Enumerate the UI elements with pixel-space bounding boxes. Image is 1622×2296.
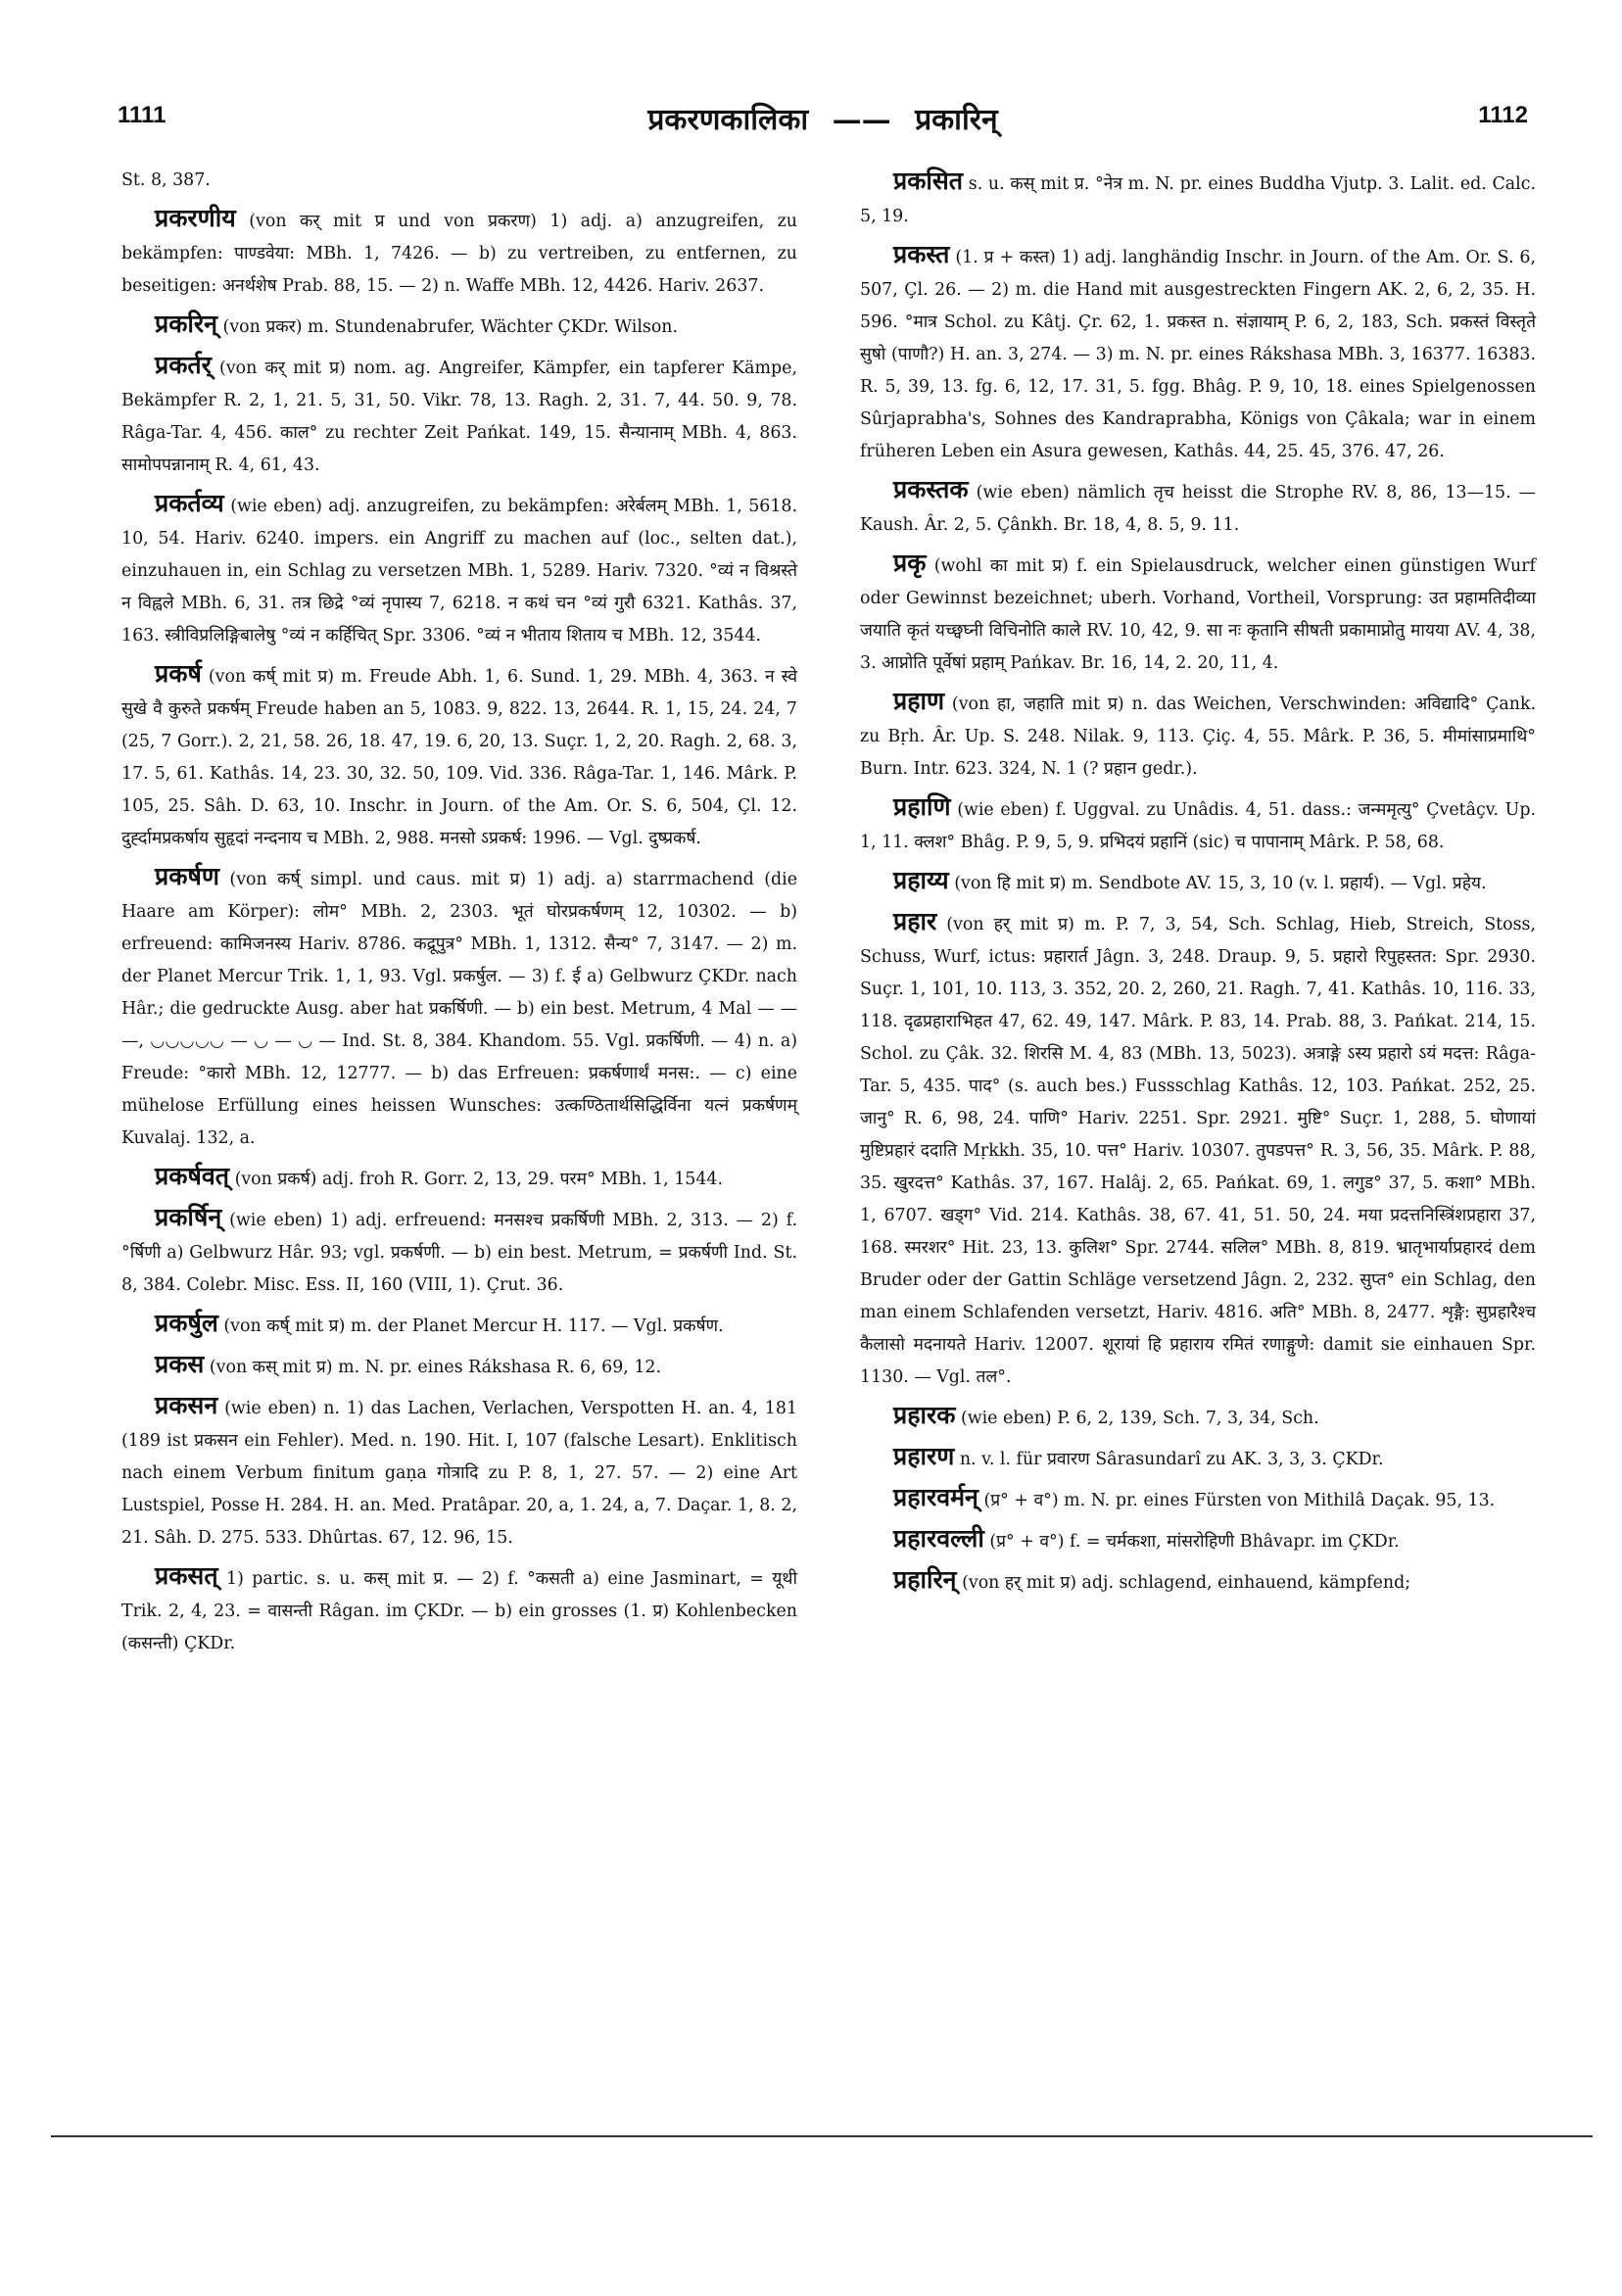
entry-text: (wie eben) 1) adj. erfreuend: मनसश्च प्रकर्षिणी MBh. 2, 313. — 2) f. °र्षिणी a) Gelbwurz Hâr. 93; vgl. प्रकर्षणी. — b) ein best. Metrum, = प्रकर्षणी Ind. St. 8, 384. Colebr. Misc. Ess. II, 160 (VIII, 1). Çrut. 36. (121, 1211, 797, 1295)
page-number-left: 1111 (118, 102, 167, 128)
entry-text: (wie eben) f. Uggval. zu Unâdis. 4, 51. dass.: जन्ममृत्यु° Çvetâçv. Up. 1, 11. क्लश° Bhâg. P. 9, 5, 9. प्रभिदयं प्रहानिं (sic) च पापानाम् Mârk. P. 58, 68. (860, 800, 1537, 852)
entry-headword: प्रकसन (155, 1391, 218, 1419)
entry-text: (von कर् mit प्र und von प्रकरण) 1) adj. a) anzugreifen, zu bekämpfen: पाण्डवेया: MBh. 1, 7426. — b) zu vertreiben, zu entfernen, zu beseitigen: अनर्थशेष Prab. 88, 15. — 2) n. Waffe MBh. 12, 4426. Hariv. 2637. (121, 212, 798, 296)
entry-headword: प्रहारवर्मन् (893, 1483, 978, 1511)
header-dash: —— (832, 103, 891, 137)
dictionary-entry (121, 308, 797, 344)
dictionary-entry (860, 905, 1536, 1394)
dictionary-entry (860, 685, 1536, 786)
dictionary-entry (121, 1389, 797, 1555)
dictionary-entry (860, 790, 1536, 859)
entry-headword: प्रकर्तर् (155, 351, 212, 379)
footer-rule (51, 2135, 1593, 2137)
entry-headword: प्रकस्त (893, 240, 950, 268)
dictionary-entry (860, 1481, 1536, 1517)
entry-headword: प्रहारिन् (893, 1565, 957, 1594)
running-head-words (118, 98, 1528, 138)
dictionary-entry (860, 1563, 1536, 1600)
dictionary-entry (121, 657, 797, 855)
entry-headword: प्रकरणीय (155, 204, 236, 232)
entry-headword: प्रहारण (893, 1442, 955, 1470)
entry-headword: प्रकस्तक (893, 475, 969, 503)
entry-text: (1. प्र + कस्त) 1) adj. langhändig Inschr. in Journ. of the Am. Or. S. 6, 507, Çl. 26. — 2) m. die Hand mit ausgestreckten Fingern AK. 2, 6, 2, 35. H. 596. °मात्र Schol. zu Kâtj. Çr. 62, 1. प्रकस्त n. संज्ञायाम् P. 6, 2, 183, Sch. प्रकस्तं विस्तृते सुषो (पाणौ?) H. an. 3, 274. — 3) m. N. pr. eines Rákshasa MBh. 3, 16377. 16383. R. 5, 39, 13. fg. 6, 12, 17. 31, 5. fgg. Bhâg. P. 9, 10, 18. eines Spielgenossen Sûrjaprabha's, Sohnes des Kandraprabha, Königs von Çâkala; war in einem früheren Leben ein Asura gewesen, Kathâs. 44, 25. 45, 376. 47, 26. (860, 248, 1536, 461)
dictionary-entry (860, 165, 1536, 233)
entry-headword: प्रहाणि (893, 792, 951, 821)
entry-text: 1) partic. s. u. कस् mit प्र. — 2) f. °कसती a) eine Jasminart, = यूथी Trik. 2, 4, 23. = वासन्ती Râgan. im ÇKDr. — b) ein grosses (1. प्र) Kohlenbecken (कसन्ती) ÇKDr. (121, 1569, 797, 1653)
right-column (860, 165, 1536, 1604)
dictionary-entry (121, 165, 797, 197)
entry-headword: प्रकसत् (155, 1561, 218, 1590)
entry-text: (wie eben) adj. anzugreifen, zu bekämpfen: अरेर्बलम् MBh. 1, 5618. 10, 54. Hariv. 6240. impers. ein Angriff zu machen auf (loc., selten dat.), einzuhauen in, ein Schlag zu versetzen MBh. 1, 5289. Hariv. 7320. °व्यं न विश्रस्ते न विह्वले MBh. 6, 31. तत्र छिद्रे °व्यं नृपास्य 7, 6218. न कथं चन °व्यं गुरौ 6321. Kathâs. 37, 163. स्त्रीविप्रलिङ्गिबालेषु °व्यं न कर्हिचित् Spr. 3306. °व्यं न भीताय शिताय च MBh. 12, 3544. (121, 497, 797, 646)
entry-headword: प्रकर्षुल (155, 1309, 218, 1337)
entry-headword: प्रकरिन् (155, 310, 218, 338)
entry-text: n. v. l. für प्रवारण Sârasundarî zu AK. 3, 3, 3. ÇKDr. (959, 1450, 1384, 1469)
dictionary-entry (121, 1307, 797, 1343)
entry-text: (प्र° + व°) f. = चर्मकशा, मांसरोहिणी Bhâvapr. im ÇKDr. (989, 1532, 1400, 1552)
dictionary-entry (121, 1348, 797, 1384)
entry-headword: प्रहारक (893, 1401, 956, 1429)
entry-text: (von प्रकर) m. Stundenabrufer, Wächter ÇKDr. Wilson. (222, 317, 679, 337)
entry-headword: प्रहार (893, 907, 937, 935)
entry-headword: प्रकृ (893, 549, 927, 577)
dictionary-entry (860, 473, 1536, 542)
dictionary-entry (860, 1399, 1536, 1435)
left-column (121, 165, 797, 1665)
dictionary-entry (121, 1559, 797, 1660)
dictionary-entry (860, 864, 1536, 900)
running-header (118, 98, 1528, 137)
entry-text: (von कर् mit प्र) nom. ag. Angreifer, Kämpfer, ein tapferer Kämpe, Bekämpfer R. 2, 1, 21. 5, 31, 50. Vikr. 78, 13. Ragh. 2, 31. 7, 44. 50. 9, 78. Râga-Tar. 4, 456. काल° zu rechter Zeit Pańkat. 149, 15. सैन्यानाम् MBh. 4, 863. सामोपपन्नानाम् R. 4, 61, 43. (121, 359, 797, 475)
entry-text: (von कर्ष् mit प्र) m. Freude Abh. 1, 6. Sund. 1, 29. MBh. 4, 363. न स्वे सुखे वै कुरुते प्रकर्षम् Freude haben an 5, 1083. 9, 822. 13, 2644. R. 1, 15, 24. 24, 7 (25, 7 Gorr.). 2, 21, 58. 26, 18. 47, 19. 6, 20, 13. Suçr. 1, 2, 20. Ragh. 2, 68. 3, 17. 5, 61. Kathâs. 14, 23. 30, 32. 50, 109. Vid. 336. Râga-Tar. 1, 146. Mârk. P. 105, 25. Sâh. D. 63, 10. Inschr. in Journ. of the Am. Or. S. 6, 504, Çl. 12. दुर्ह्दामप्रकर्षाय सुहृदां नन्दनाय च MBh. 2, 988. मनसो ऽप्रकर्ष: 1996. — Vgl. दुष्प्रकर्ष. (121, 667, 797, 848)
dictionary-entry (121, 1201, 797, 1302)
entry-text: (von कर्ष् simpl. und caus. mit प्र) 1) adj. a) starrmachend (die Haare am Körper): लोम° MBh. 2, 2303. भूतं घोरप्रकर्षणम् 12, 10302. — b) erfreuend: कामिजनस्य Hariv. 8786. कद्रूपुत्र° MBh. 1, 1312. सैन्य° 7, 3147. — 2) m. der Planet Mercur Trik. 1, 1, 93. Vgl. प्रकर्षुल. — 3) f. ई a) Gelbwurz ÇKDr. nach Hâr.; die gedruckte Ausg. aber hat प्रकर्षिणी. — b) ein best. Metrum, 4 Mal — — —, ◡◡◡◡◡ — ◡ — ◡ — Ind. St. 8, 384. Khandom. 55. Vgl. प्रकर्षिणी. — 4) n. a) Freude: °कारो MBh. 12, 12777. — b) das Erfreuen: प्रकर्षणार्थं मनस:. — c) eine mühelose Erfüllung eines heissen Wunsches: उत्कण्ठितार्थसिद्धिर्विना यत्नं प्रकर्षणम् Kuvalaj. 132, a. (121, 870, 797, 1148)
dictionary-entry (860, 1440, 1536, 1476)
dictionary-entry (121, 487, 797, 652)
entry-headword: प्रहाय्य (893, 866, 949, 894)
last-headword: प्रकारिन् (915, 103, 998, 137)
entry-text: (wie eben) n. 1) das Lachen, Verlachen, Verspotten H. an. 4, 181 (189 ist प्रकसन ein Fehler). Med. n. 190. Hit. I, 107 (falsche Lesart). Enklitisch nach einem Verbum finitum gaṇa गोत्रादि zu P. 8, 1, 27. 57. — 2) eine Art Lustspiel, Posse H. 284. H. an. Med. Pratâpar. 20, a, 1. 24, a, 7. Daçar. 1, 8. 2, 21. Sâh. D. 275. 533. Dhûrtas. 67, 12. 96, 15. (121, 1399, 798, 1548)
entry-headword: प्रहारवल्ली (893, 1524, 984, 1553)
entry-headword: प्रहाण (893, 687, 945, 715)
dictionary-entry (121, 1160, 797, 1196)
entry-text: (wie eben) nämlich तृच heisst die Strophe RV. 8, 86, 13—15. — Kaush. Âr. 2, 5. Çânkh. Br. 18, 4, 8. 5, 9. 11. (860, 483, 1536, 535)
first-headword: प्रकरणकालिका (647, 103, 809, 137)
dictionary-entry (860, 1522, 1536, 1558)
entry-text: (von कस् mit प्र) m. N. pr. eines Rákshasa R. 6, 69, 12. (209, 1358, 662, 1377)
entry-headword: प्रकर्तव्य (155, 489, 224, 517)
entry-text: (von हर् mit प्र) m. P. 7, 3, 54, Sch. Schlag, Hieb, Streich, Stoss, Schuss, Wurf, ictus: प्रहारार्त Jâgn. 3, 248. Draup. 9, 5. प्रहारो रिपुहस्तत: Spr. 2930. Suçr. 1, 101, 10. 113, 3. 352, 20. 2, 260, 21. Ragh. 7, 41. Kathâs. 10, 116. 33, 118. दृढप्रहाराभिहत 47, 62. 49, 147. Mârk. P. 83, 14. Prab. 88, 3. Pańkat. 214, 15. Schol. zu Çâk. 32. शिरसि M. 4, 83 (MBh. 13, 5023). अत्राङ्गे ऽस्य प्रहारो ऽयं मदत्त: Râga-Tar. 5, 435. पाद° (s. auch bes.) Fussschlag Kathâs. 12, 103. Pańkat. 252, 25. जानु° R. 6, 98, 24. पाणि° Hariv. 2251. Spr. 2921. मुष्टि° Suçr. 1, 288, 5. घोणायां मुष्टिप्रहारं ददाति Mṛkkh. 35, 10. पत्त° Hariv. 10307. तुपडपत्त° R. 3, 56, 35. Mârk. P. 88, 35. खुरदत्त° Kathâs. 37, 167. Halâj. 2, 65. Pańkat. 69, 1. लगुड° 37, 5. कशा° MBh. 1, 6707. खड्ग° Vid. 214. Kathâs. 38, 67. 41, 51. 50, 24. मया प्रदत्तनिस्त्रिंशप्रहारा 37, 168. स्मरशर° Hit. 23, 13. कुलिश° Spr. 2744. सलिल° MBh. 8, 819. भ्रातृभार्याप्रहारदं dem Bruder oder der Gattin Schläge versetzend Jâgn. 2, 232. सुप्त° ein Schlag, den man einem Schlafenden versetzt, Hariv. 4816. अति° MBh. 8, 2477. शृङ्गै: सुप्रहारैश्च कैलासो मदनायते Hariv. 12007. शूरायां हि प्रहाराय रमितं रणाङ्गुणे: damit sie einhauen Spr. 1130. — Vgl. तल°. (860, 915, 1536, 1387)
entry-text: (wohl का mit प्र) f. ein Spielausdruck, welcher einen günstigen Wurf oder Gewinnst bezeichnet; uberh. Vorhand, Vortheil, Vorsprung: उत प्रहामतिदीव्या जयाति कृतं यच्छ्वघ्नी विचिनोति काले RV. 10, 42, 9. सा नः कृतानि सीषती प्रकामाप्नोतु मायया AV. 4, 38, 3. आप्नोति पूर्वेषां प्रहाम् Pańkav. Br. 16, 14, 2. 20, 11, 4. (860, 556, 1536, 673)
entry-headword: प्रकर्षण (155, 862, 219, 890)
dictionary-entry (121, 860, 797, 1155)
entry-text: (प्र° + व°) m. N. pr. eines Fürsten von Mithilâ Daçak. 95, 13. (983, 1491, 1496, 1510)
entry-text: (von प्रकर्ष) adj. froh R. Gorr. 2, 13, 29. परम° MBh. 1, 1544. (234, 1170, 724, 1189)
dictionary-entry (121, 349, 797, 482)
entry-text: St. 8, 387. (121, 170, 211, 190)
dictionary-entry (860, 238, 1536, 468)
entry-text: (von हा, जहाति mit प्र) n. das Weichen, Verschwinden: अविद्यादि° Çank. zu Bṛh. Âr. Up. S. 248. Nilak. 9, 113. Çiç. 4, 55. Mârk. P. 36, 5. मीमांसाप्रमाथि° Burn. Intr. 623. 324, N. 1 (? प्रहान gedr.). (860, 694, 1537, 779)
entry-headword: प्रकर्ष (155, 659, 202, 688)
entry-headword: प्रकर्षवत् (155, 1162, 230, 1190)
entry-text: s. u. कस् mit प्र. °नेत्र m. N. pr. eines Buddha Vjutp. 3. Lalit. ed. Calc. 5, 19. (860, 174, 1537, 226)
entry-text: (von हर् mit प्र) adj. schlagend, einhauend, kämpfend; (962, 1573, 1411, 1593)
page-number-right: 1112 (1478, 102, 1528, 128)
entry-headword: प्रकर्षिन् (155, 1203, 222, 1231)
entry-text: (von हि mit प्र) m. Sendbote AV. 15, 3, 10 (v. l. प्रहार्य). — Vgl. प्रहेय. (954, 874, 1487, 893)
dictionary-entry (860, 547, 1536, 680)
dictionary-entry (121, 202, 797, 303)
entry-text: (von कर्ष् mit प्र) m. der Planet Mercur H. 117. — Vgl. प्रकर्षण. (223, 1316, 724, 1336)
entry-text: (wie eben) P. 6, 2, 139, Sch. 7, 3, 34, Sch. (960, 1409, 1319, 1428)
entry-headword: प्रकसित (893, 167, 964, 195)
entry-headword: प्रकस (155, 1350, 205, 1378)
